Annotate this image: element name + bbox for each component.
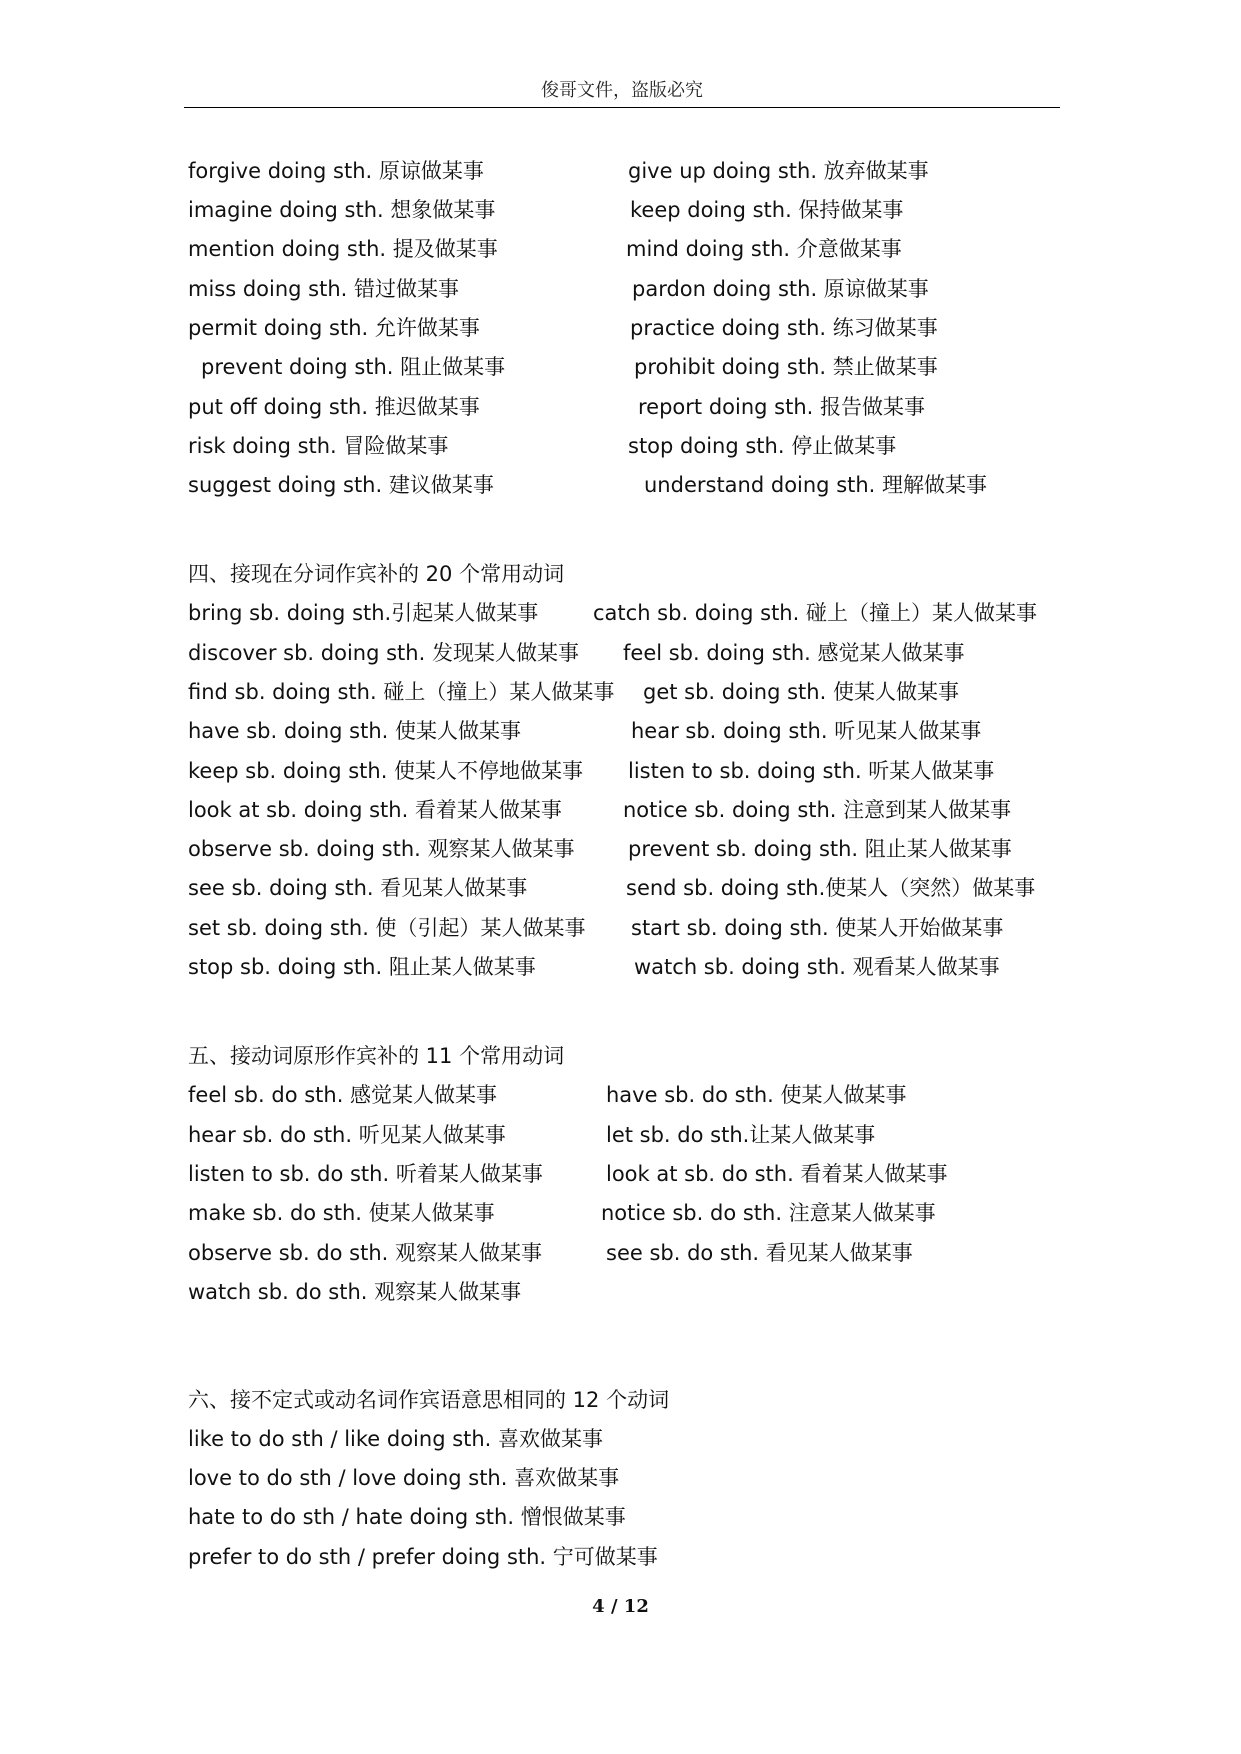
- list-item: [188, 673, 1068, 711]
- list-item: [188, 594, 1068, 632]
- entry-right: keep doing sth. 保持做某事: [630, 198, 904, 222]
- entry-left: mention doing sth. 提及做某事: [188, 237, 498, 261]
- list-item: [188, 388, 1068, 426]
- section-5-heading: 五、接动词原形作宾补的 11 个常用动词: [188, 1044, 565, 1068]
- list-item: [188, 634, 1068, 672]
- page-header: 俊哥文件，盗版必究: [541, 80, 703, 101]
- list-item: [188, 830, 1068, 868]
- list-item: [188, 712, 1068, 750]
- entry-right: notice sb. do sth. 注意某人做某事: [601, 1201, 936, 1225]
- list-item: [188, 466, 1068, 504]
- list-item: watch sb. do sth. 观察某人做某事: [188, 1280, 522, 1304]
- list-item: [188, 427, 1068, 465]
- list-item: [188, 752, 1068, 790]
- entry-right: watch sb. doing sth. 观看某人做某事: [634, 955, 1000, 979]
- list-item: hate to do sth / hate doing sth. 憎恨做某事: [188, 1505, 626, 1529]
- list-item: [188, 869, 1068, 907]
- entry-left: keep sb. doing sth. 使某人不停地做某事: [188, 759, 584, 783]
- header-divider: [184, 107, 1060, 108]
- entry-left: risk doing sth. 冒险做某事: [188, 434, 449, 458]
- entry-left: make sb. do sth. 使某人做某事: [188, 1201, 495, 1225]
- list-item: [188, 1155, 1068, 1193]
- entry-right: feel sb. doing sth. 感觉某人做某事: [623, 641, 965, 665]
- entry-left: permit doing sth. 允许做某事: [188, 316, 480, 340]
- entry-left: forgive doing sth. 原谅做某事: [188, 159, 484, 183]
- list-item: prefer to do sth / prefer doing sth. 宁可做某事: [188, 1545, 658, 1569]
- page-number: 4 / 12: [592, 1596, 649, 1617]
- entry-right: notice sb. doing sth. 注意到某人做某事: [623, 798, 1012, 822]
- entry-left: stop sb. doing sth. 阻止某人做某事: [188, 955, 536, 979]
- list-item: [188, 309, 1068, 347]
- section-6-heading: 六、接不定式或动名词作宾语意思相同的 12 个动词: [188, 1388, 670, 1412]
- entry-right: mind doing sth. 介意做某事: [626, 237, 902, 261]
- entry-right: stop doing sth. 停止做某事: [628, 434, 897, 458]
- entry-left: find sb. doing sth. 碰上（撞上）某人做某事: [188, 680, 615, 704]
- entry-left: hear sb. do sth. 听见某人做某事: [188, 1123, 506, 1147]
- list-item: [188, 1194, 1068, 1232]
- list-item: [188, 1116, 1068, 1154]
- list-item: [188, 191, 1068, 229]
- entry-right: have sb. do sth. 使某人做某事: [606, 1083, 907, 1107]
- entry-right: give up doing sth. 放弃做某事: [628, 159, 929, 183]
- list-item: [188, 230, 1068, 268]
- list-item: [188, 348, 1068, 386]
- entry-right: prevent sb. doing sth. 阻止某人做某事: [628, 837, 1012, 861]
- list-item: love to do sth / love doing sth. 喜欢做某事: [188, 1466, 620, 1490]
- list-item: [188, 1234, 1068, 1272]
- entry-right: prohibit doing sth. 禁止做某事: [634, 355, 938, 379]
- entry-right: start sb. doing sth. 使某人开始做某事: [631, 916, 1004, 940]
- entry-left: have sb. doing sth. 使某人做某事: [188, 719, 521, 743]
- entry-left: prevent doing sth. 阻止做某事: [201, 355, 506, 379]
- list-item: [188, 152, 1068, 190]
- entry-left: discover sb. doing sth. 发现某人做某事: [188, 641, 579, 665]
- entry-right: catch sb. doing sth. 碰上（撞上）某人做某事: [593, 601, 1037, 625]
- entry-left: suggest doing sth. 建议做某事: [188, 473, 494, 497]
- entry-left: listen to sb. do sth. 听着某人做某事: [188, 1162, 543, 1186]
- entry-left: put off doing sth. 推迟做某事: [188, 395, 480, 419]
- entry-left: feel sb. do sth. 感觉某人做某事: [188, 1083, 498, 1107]
- entry-right: look at sb. do sth. 看着某人做某事: [606, 1162, 948, 1186]
- entry-left: look at sb. doing sth. 看着某人做某事: [188, 798, 562, 822]
- list-item: [188, 791, 1068, 829]
- list-item: [188, 1076, 1068, 1114]
- list-item: like to do sth / like doing sth. 喜欢做某事: [188, 1427, 604, 1451]
- entry-right: practice doing sth. 练习做某事: [630, 316, 938, 340]
- list-item: [188, 948, 1068, 986]
- entry-left: observe sb. doing sth. 观察某人做某事: [188, 837, 575, 861]
- entry-right: understand doing sth. 理解做某事: [644, 473, 988, 497]
- entry-left: miss doing sth. 错过做某事: [188, 277, 460, 301]
- entry-left: see sb. doing sth. 看见某人做某事: [188, 876, 528, 900]
- list-item: [188, 270, 1068, 308]
- entry-right: get sb. doing sth. 使某人做某事: [643, 680, 959, 704]
- entry-right: let sb. do sth.让某人做某事: [606, 1123, 876, 1147]
- section-4-heading: 四、接现在分词作宾补的 20 个常用动词: [188, 562, 565, 586]
- entry-right: report doing sth. 报告做某事: [638, 395, 925, 419]
- list-item: [188, 909, 1068, 947]
- entry-left: observe sb. do sth. 观察某人做某事: [188, 1241, 543, 1265]
- entry-right: pardon doing sth. 原谅做某事: [632, 277, 929, 301]
- entry-right: see sb. do sth. 看见某人做某事: [606, 1241, 913, 1265]
- entry-left: bring sb. doing sth.引起某人做某事: [188, 601, 539, 625]
- entry-right: listen to sb. doing sth. 听某人做某事: [628, 759, 995, 783]
- entry-left: imagine doing sth. 想象做某事: [188, 198, 496, 222]
- entry-right: send sb. doing sth.使某人（突然）做某事: [626, 876, 1036, 900]
- entry-left: set sb. doing sth. 使（引起）某人做某事: [188, 916, 586, 940]
- entry-right: hear sb. doing sth. 听见某人做某事: [631, 719, 982, 743]
